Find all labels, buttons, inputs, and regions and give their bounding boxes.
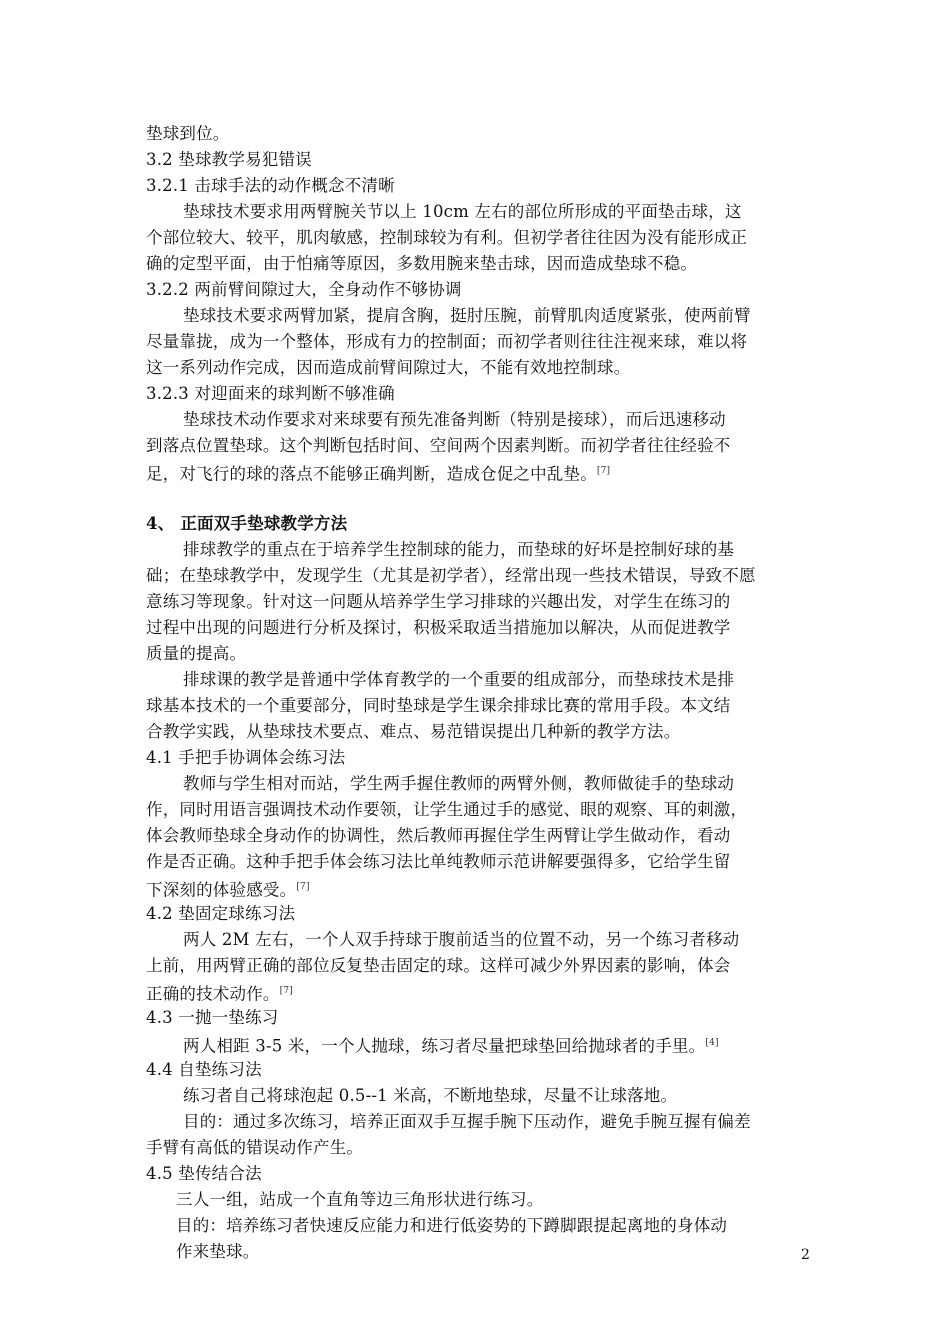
section-heading: 3.2 垫球教学易犯错误: [146, 150, 312, 169]
text-line: 质量的提高。: [146, 644, 247, 663]
subsection-heading: 4.4 自垫练习法: [146, 1060, 262, 1079]
subsection-heading: 3.2.1 击球手法的动作概念不清晰: [146, 176, 395, 195]
text-line: 过程中出现的问题进行分析及探讨，积极采取适当措施加以解决，从而促进教学: [146, 618, 731, 637]
text-line: 体会教师垫球全身动作的协调性，然后教师再握住学生两臂让学生做动作，看动: [146, 826, 731, 845]
citation-ref: [7]: [296, 882, 310, 892]
text-line: 合教学实践，从垫球技术要点、难点、易范错误提出几种新的教学方法。: [146, 722, 681, 741]
text-line: 到落点位置垫球。这个判断包括时间、空间两个因素判断。而初学者往往经验不: [146, 436, 731, 455]
citation-ref: [4]: [705, 1038, 719, 1048]
text-line: 排球教学的重点在于培养学生控制球的能力，而垫球的好坏是控制好球的基: [183, 540, 735, 559]
text-line: 作是否正确。这种手把手体会练习法比单纯教师示范讲解要强得多，它给学生留: [146, 852, 731, 871]
text-line-content: 两人相距 3-5 米，一个人抛球，练习者尽量把球垫回给抛球者的手里。: [183, 1036, 706, 1056]
text-line: 垫球技术要求用两臂腕关节以上 10cm 左右的部位所形成的平面垫击球，这: [183, 202, 742, 221]
text-line: 确的定型平面，由于怕痛等原因，多数用腕来垫击球，因而造成垫球不稳。: [146, 254, 698, 273]
text-line: 作来垫球。: [176, 1242, 260, 1261]
text-line: 意练习等现象。针对这一问题从培养学生学习排球的兴趣出发，对学生在练习的: [146, 592, 731, 611]
text-line: 尽量靠拢，成为一个整体，形成有力的控制面；而初学者则往往注视来球，难以将: [146, 332, 748, 351]
text-line: 个部位较大、较平，肌肉敏感，控制球较为有利。但初学者往往因为没有能形成正: [146, 228, 748, 247]
subsection-heading: 4.5 垫传结合法: [146, 1164, 262, 1183]
text-line-content: 正确的技术动作。: [146, 984, 280, 1004]
text-line: 教师与学生相对而站，学生两手握住教师的两臂外侧，教师做徒手的垫球动: [183, 774, 735, 793]
page-number: 2: [801, 1247, 810, 1263]
text-line: 垫球到位。: [146, 124, 230, 143]
subsection-heading: 4.1 手把手协调体会练习法: [146, 748, 346, 767]
text-line: 这一系列动作完成，因而造成前臂间隙过大，不能有效地控制球。: [146, 358, 631, 377]
subsection-heading: 3.2.2 两前臂间隙过大，全身动作不够协调: [146, 280, 462, 299]
text-line-content: 下深刻的体验感受。: [146, 880, 297, 900]
text-line: [146, 875, 826, 903]
text-line: [146, 979, 826, 1007]
subsection-heading: 4.2 垫固定球练习法: [146, 904, 296, 923]
text-line: 手臂有高低的错误动作产生。: [146, 1138, 364, 1157]
text-line: [146, 459, 826, 487]
text-line: 垫球技术动作要求对来球要有预先准备判断（特别是接球），而后迅速移动: [183, 410, 726, 429]
text-line: 垫球技术要求两臂加紧，提肩含胸，挺肘压腕，前臂肌肉适度紧张，使两前臂: [183, 306, 751, 325]
text-line: 练习者自己将球泡起 0.5--1 米高，不断地垫球，尽量不让球落地。: [183, 1086, 678, 1105]
text-line: 础；在垫球教学中，发现学生（尤其是初学者），经常出现一些技术错误，导致不愿: [146, 566, 756, 585]
citation-ref: [7]: [596, 466, 611, 476]
subsection-heading: 4.3 一抛一垫练习: [146, 1008, 279, 1027]
text-line: 球基本技术的一个重要部分，同时垫球是学生课余排球比赛的常用手段。本文结: [146, 696, 731, 715]
section-heading: 4、 正面双手垫球教学方法: [146, 514, 348, 533]
text-line: 两人 2M 左右，一个人双手持球于腹前适当的位置不动，另一个练习者移动: [183, 930, 740, 949]
text-line: 作，同时用语言强调技术动作要领，让学生通过手的感觉、眼的观察、耳的刺激，: [146, 800, 748, 819]
text-line-content: 足，对飞行的球的落点不能够正确判断，造成仓促之中乱垫。: [146, 464, 597, 484]
text-line: 目的：通过多次练习，培养正面双手互握手腕下压动作，避免手腕互握有偏差: [183, 1112, 751, 1131]
citation-ref: [7]: [279, 986, 293, 996]
text-line: [183, 1031, 823, 1059]
text-line: 排球课的教学是普通中学体育教学的一个重要的组成部分，而垫球技术是排: [183, 670, 735, 689]
subsection-heading: 3.2.3 对迎面来的球判断不够准确: [146, 384, 395, 403]
text-line: 三人一组，站成一个直角等边三角形状进行练习。: [176, 1190, 544, 1209]
text-line: 目的：培养练习者快速反应能力和进行低姿势的下蹲脚跟提起离地的身体动: [176, 1216, 728, 1235]
text-line: 上前，用两臂正确的部位反复垫击固定的球。这样可减少外界因素的影响，体会: [146, 956, 731, 975]
